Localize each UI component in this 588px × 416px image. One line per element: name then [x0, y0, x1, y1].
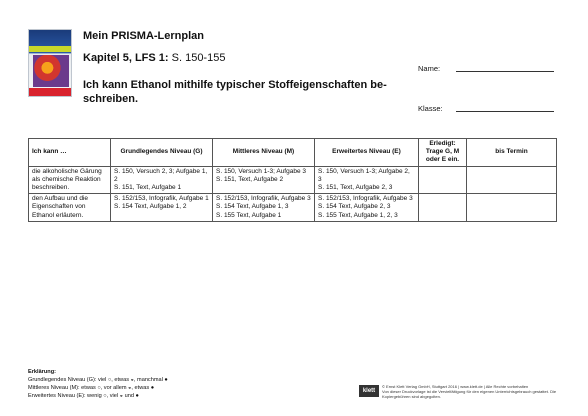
col-header-basic: Grundlegendes Niveau (G): [111, 139, 213, 167]
task-line: S. 155 Text, Aufgabe 1, 2, 3: [318, 211, 398, 219]
table-header-row: [29, 139, 557, 167]
col-header-deadline: bis Termin: [467, 139, 557, 167]
chapter-line: [83, 52, 225, 64]
task-line: S. 150, Versuch 1-3; Aufgabe 2, 3: [318, 167, 410, 183]
footer-copyright: © Ernst Klett Verlag GmbH, Stuttgart 2016 | www.klett.de | Alle Rechte vorbehalten: [382, 384, 529, 389]
legend-line-medium: Mittleres Niveau (M): etwas ○, vor allem ◒, etwas ●: [28, 385, 155, 391]
task-line: S. 151, Text, Aufgabe 1: [114, 184, 182, 192]
task-line: S. 150, Versuch 1-3; Aufgabe 3: [216, 167, 306, 175]
legend-title-text: Erklärung:: [28, 369, 56, 375]
table-row: [29, 194, 557, 222]
legend-line-advanced: Erweitertes Niveau (E): wenig ○, viel ◒ und ●: [28, 393, 139, 399]
basic-cell: [111, 194, 213, 222]
done-cell[interactable]: [419, 194, 467, 222]
col-header-advanced: Erweitertes Niveau (E): [315, 139, 419, 167]
task-line: S. 154 Text, Aufgabe 2, 3: [318, 203, 391, 211]
task-line: S. 151, Text, Aufgabe 2: [216, 175, 284, 183]
col-header-medium: Mittleres Niveau (M): [213, 139, 315, 167]
chapter-label: Kapitel 5, LFS 1:: [83, 52, 169, 64]
chapter-pages: S. 150-155: [168, 52, 226, 64]
class-field[interactable]: [456, 111, 554, 112]
deadline-cell[interactable]: [467, 194, 557, 222]
cover-band: [29, 46, 72, 52]
footer-text: [382, 384, 562, 399]
advanced-cell: [315, 194, 419, 222]
klett-logo: klett: [359, 385, 379, 397]
name-label: Name:: [418, 64, 441, 73]
done-cell[interactable]: [419, 166, 467, 194]
task-line: S. 154 Text, Aufgabe 1, 2: [114, 203, 187, 211]
task-line: S. 151, Text, Aufgabe 2, 3: [318, 184, 393, 192]
task-line: S. 152/153, Infografik, Aufgabe 1: [114, 195, 209, 203]
class-label: Klasse:: [418, 104, 443, 113]
can-cell: die alkoholische Gärung als chemische Reaktion beschreiben.: [29, 166, 111, 194]
name-field[interactable]: [456, 71, 554, 72]
advanced-cell: [315, 166, 419, 194]
deadline-cell[interactable]: [467, 166, 557, 194]
medium-cell: [213, 194, 315, 222]
legend-line-basic: Grundlegendes Niveau (G): viel ○, etwas ◒, manchmal ●: [28, 377, 168, 383]
learning-plan-table: [28, 138, 557, 222]
task-line: S. 155 Text, Aufgabe 1: [216, 211, 282, 219]
task-line: S. 154 Text, Aufgabe 1, 3: [216, 203, 289, 211]
cover-picture: [33, 55, 69, 87]
task-line: S. 152/153, Infografik, Aufgabe 3: [216, 195, 311, 203]
footer-note: Von dieser Druckvorlage ist die Vervielfältigung für den eigenen Unterrichtsgebrauch gestattet. Die Kopiergebühren sind abgegolten.: [382, 389, 557, 399]
learning-goal: Ich kann Ethanol mithilfe typischer Stoffeigenschaften be-schreiben.: [83, 79, 387, 105]
task-line: S. 152/153, Infografik, Aufgabe 3: [318, 195, 413, 203]
legend-title: [28, 368, 168, 376]
can-cell: den Aufbau und die Eigenschaften von Ethanol erläutern.: [29, 194, 111, 222]
page-title: Mein PRISMA-Lernplan: [83, 30, 205, 42]
table-row: [29, 166, 557, 194]
medium-cell: [213, 166, 315, 194]
task-line: S. 150, Versuch 2, 3; Aufgabe 1, 2: [114, 167, 208, 183]
book-cover-image: [28, 29, 72, 97]
col-header-done: Erledigt: Trage G, M oder E ein.: [419, 139, 467, 167]
col-header-can: Ich kann …: [29, 139, 111, 167]
basic-cell: [111, 166, 213, 194]
cover-spine: [29, 88, 72, 96]
legend: [28, 368, 168, 400]
